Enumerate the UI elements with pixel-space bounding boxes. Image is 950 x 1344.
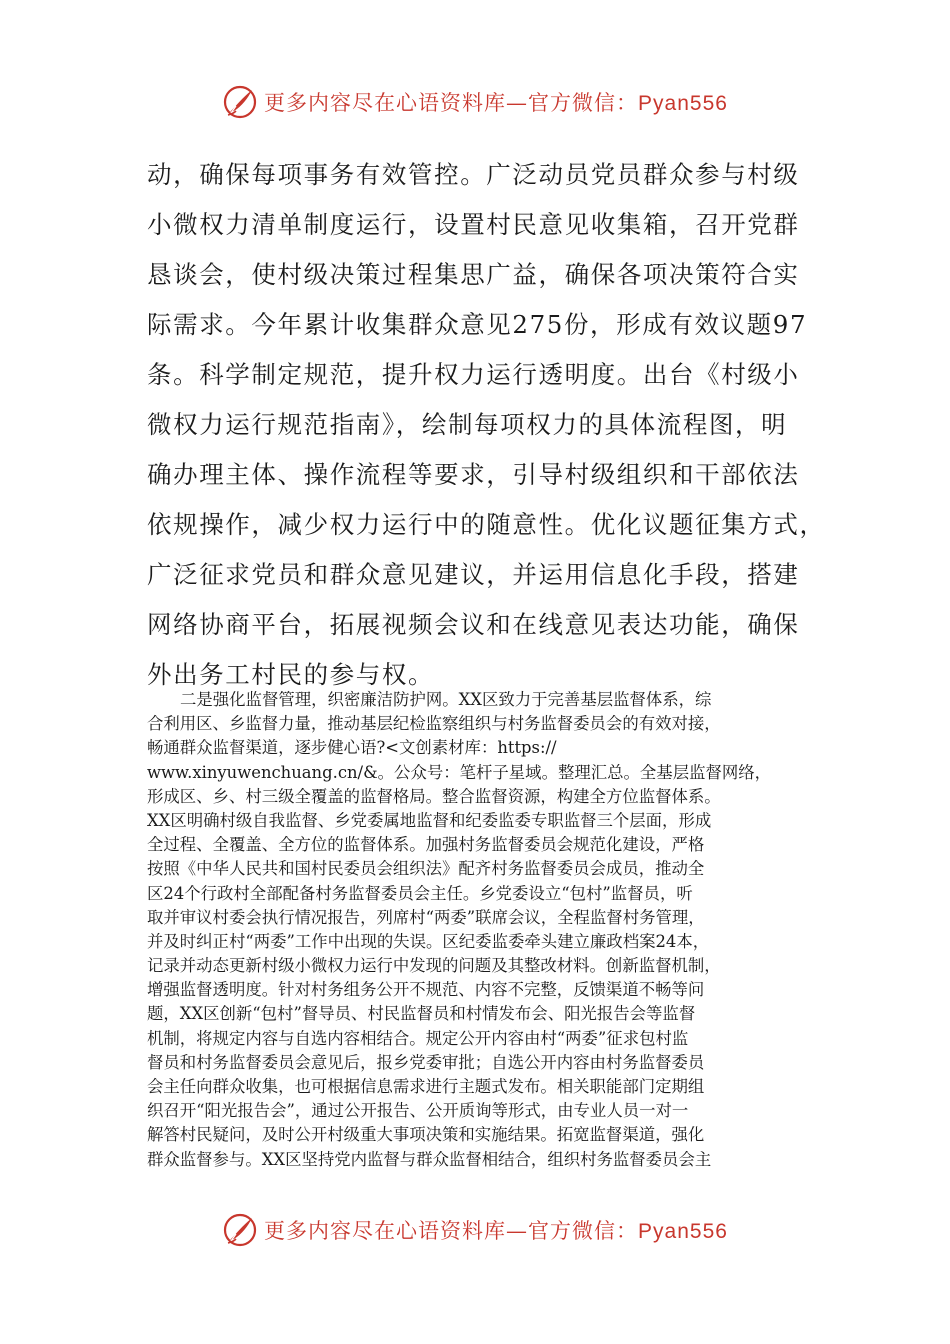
header-banner (0, 82, 950, 122)
text-line: 依规操作，减少权力运行中的随意性。优化议题征集方式， (147, 510, 826, 539)
text-line: 题，XX区创新“包村”督导员、村民监督员和村情发布会、阳光报告会等监督 (147, 1004, 696, 1024)
body-paragraph-small (147, 688, 817, 1172)
text-line: 并及时纠正村“两委”工作中出现的失误。区纪委监委牵头建立廉政档案24本， (147, 931, 710, 951)
footer-banner (0, 1210, 950, 1250)
banner-text: 更多内容尽在心语资料库—官方微信：Pyan556 (264, 1219, 728, 1243)
quill-pen-logo-icon (222, 84, 258, 120)
text-line: 解答村民疑问，及时公开村级重大事项决策和实施结果。拓宽监督渠道，强化 (147, 1125, 705, 1145)
text-line: 恳谈会，使村级决策过程集思广益，确保各项决策符合实 (147, 260, 800, 289)
text-line: 二是强化监督管理，织密廉洁防护网。XX区致力于完善基层监督体系，综 (180, 690, 712, 709)
banner-text: 更多内容尽在心语资料库—官方微信：Pyan556 (264, 91, 728, 115)
text-line: 际需求。今年累计收集群众意见275份，形成有效议题97 (147, 310, 808, 339)
text-line: 确办理主体、操作流程等要求，引导村级组织和干部依法 (147, 460, 800, 489)
text-line: 全过程、全覆盖、全方位的监督体系。加强村务监督委员会规范化建设，严格 (147, 835, 705, 855)
text-line: 记录并动态更新村级小微权力运行中发现的问题及其整改材料。创新监督机制， (147, 956, 721, 976)
wechat-id: Pyan556 (638, 92, 728, 115)
text-line: 区24个行政村全部配备村务监督委员会主任。乡党委设立“包村”监督员，听 (147, 883, 693, 903)
wechat-id: Pyan556 (638, 1220, 728, 1243)
text-line: 动，确保每项事务有效管控。广泛动员党员群众参与村级 (147, 160, 800, 189)
text-line: 机制，将规定内容与自选内容相结合。规定公开内容由村“两委”征求包村监 (147, 1028, 689, 1048)
quill-pen-logo-icon (222, 1212, 258, 1248)
text-line: www.xinyuwenchuang.cn/&。公众号：笔杆子星域。整理汇总。全基层监督网络， (147, 762, 772, 782)
text-line: 外出务工村民的参与权。 (147, 660, 435, 689)
text-line: XX区明确村级自我监督、乡党委属地监督和纪委监委专职监督三个层面，形成 (147, 810, 712, 830)
text-line: 形成区、乡、村三级全覆盖的监督格局。整合监督资源，构建全方位监督体系。 (147, 786, 721, 806)
text-line: 合利用区、乡监督力量，推动基层纪检监察组织与村务监督委员会的有效对接， (147, 714, 721, 734)
text-line: 广泛征求党员和群众意见建议，并运用信息化手段，搭建 (147, 560, 800, 589)
text-line: 小微权力清单制度运行，设置村民意见收集箱，召开党群 (147, 210, 800, 239)
text-line: 督员和村务监督委员会意见后，报乡党委审批；自选公开内容由村务监督委员 (147, 1052, 705, 1072)
text-line: 网络协商平台，拓展视频会议和在线意见表达功能，确保 (147, 610, 800, 639)
body-paragraph-large (147, 150, 826, 700)
text-line: 条。科学制定规范，提升权力运行透明度。出台《村级小 (147, 360, 800, 389)
text-line: 畅通群众监督渠道，逐步健心语?<文创素材库：https:// (147, 738, 557, 758)
text-line: 按照《中华人民共和国村民委员会组织法》配齐村务监督委员会成员，推动全 (147, 859, 705, 879)
text-line: 微权力运行规范指南》，绘制每项权力的具体流程图，明 (147, 410, 788, 439)
text-line: 增强监督透明度。针对村务组务公开不规范、内容不完整，反馈渠道不畅等问 (147, 980, 705, 1000)
text-line: 取并审议村委会执行情况报告，列席村“两委”联席会议，全程监督村务管理， (147, 907, 705, 927)
text-line: 群众监督参与。XX区坚持党内监督与群众监督相结合，组织村务监督委员会主 (147, 1149, 712, 1169)
text-line: 织召开“阳光报告会”，通过公开报告、公开质询等形式，由专业人员一对一 (147, 1101, 689, 1121)
text-line: 会主任向群众收集，也可根据信息需求进行主题式发布。相关职能部门定期组 (147, 1077, 705, 1096)
